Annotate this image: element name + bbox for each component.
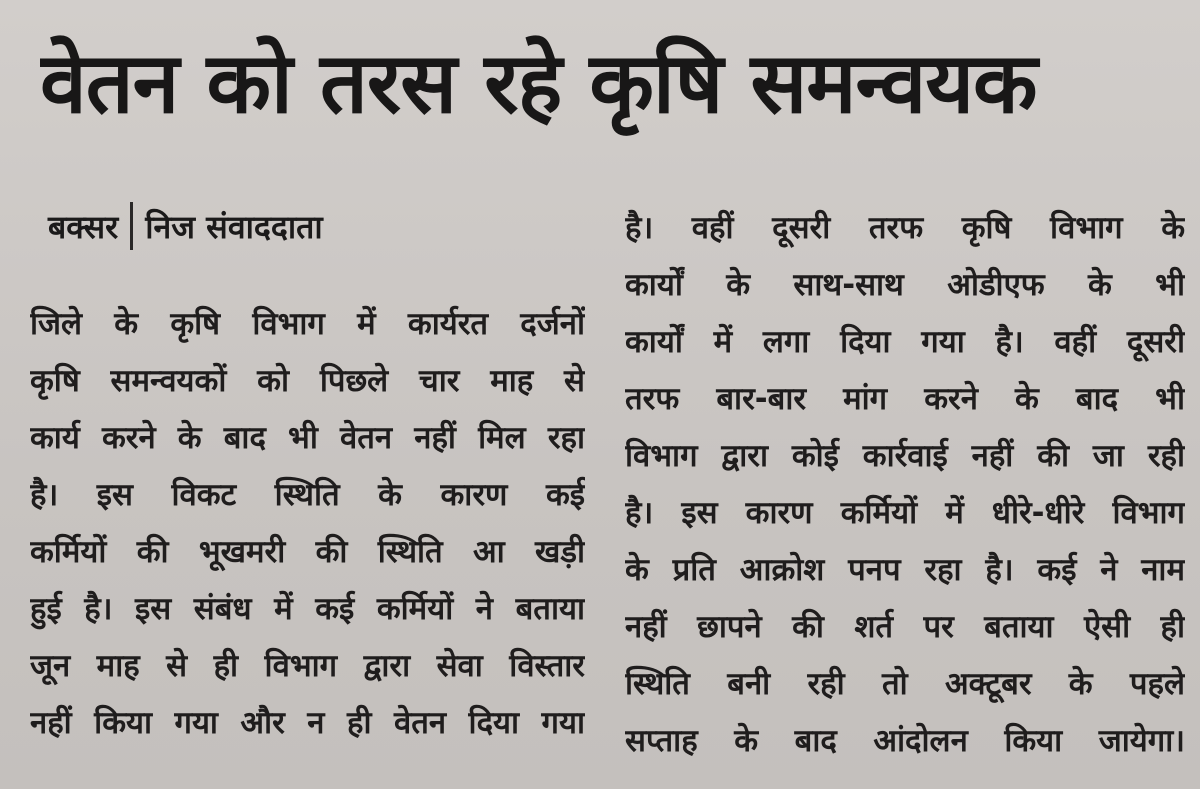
text-line: नहीं छापने की शर्त पर बताया ऐसी ही — [625, 609, 1185, 645]
text-line: कार्यों में लगा दिया गया है। वहीं दूसरी — [625, 324, 1185, 360]
text-line: नहीं किया गया और न ही वेतन दिया गया — [30, 705, 585, 741]
byline-place: बक्सर — [48, 207, 119, 246]
text-line: हुई है। इस संबंध में कई कर्मियों ने बताया — [30, 591, 585, 627]
text-line: कृषि समन्वयकों को पिछले चार माह से — [30, 363, 585, 399]
text-line: तरफ बार-बार मांग करने के बाद भी — [625, 381, 1185, 417]
text-line: के प्रति आक्रोश पनप रहा है। कई ने नाम — [625, 552, 1185, 588]
text-line: है। इस विकट स्थिति के कारण कई — [30, 477, 585, 513]
text-line: है। वहीं दूसरी तरफ कृषि विभाग के — [625, 210, 1185, 246]
text-line: है। इस कारण कर्मियों में धीरे-धीरे विभाग — [625, 495, 1185, 531]
byline — [48, 196, 323, 256]
text-line: कर्मियों की भूखमरी की स्थिति आ खड़ी — [30, 534, 585, 570]
text-line: कार्यों के साथ-साथ ओडीएफ के भी — [625, 267, 1185, 303]
byline-reporter: निज संवाददाता — [145, 207, 323, 246]
text-line: जून माह से ही विभाग द्वारा सेवा विस्तार — [30, 648, 585, 684]
byline-divider — [130, 202, 133, 250]
text-line: कार्य करने के बाद भी वेतन नहीं मिल रहा — [30, 420, 585, 456]
text-line: जिले के कृषि विभाग में कार्यरत दर्जनों — [30, 306, 585, 342]
text-line: सप्ताह के बाद आंदोलन किया जायेगा। — [625, 723, 1185, 759]
text-line: विभाग द्वारा कोई कार्रवाई नहीं की जा रही — [625, 438, 1185, 474]
headline: वेतन को तरस रहे कृषि समन्वयक — [40, 34, 1037, 132]
text-line: स्थिति बनी रही तो अक्टूबर के पहले — [625, 666, 1185, 702]
